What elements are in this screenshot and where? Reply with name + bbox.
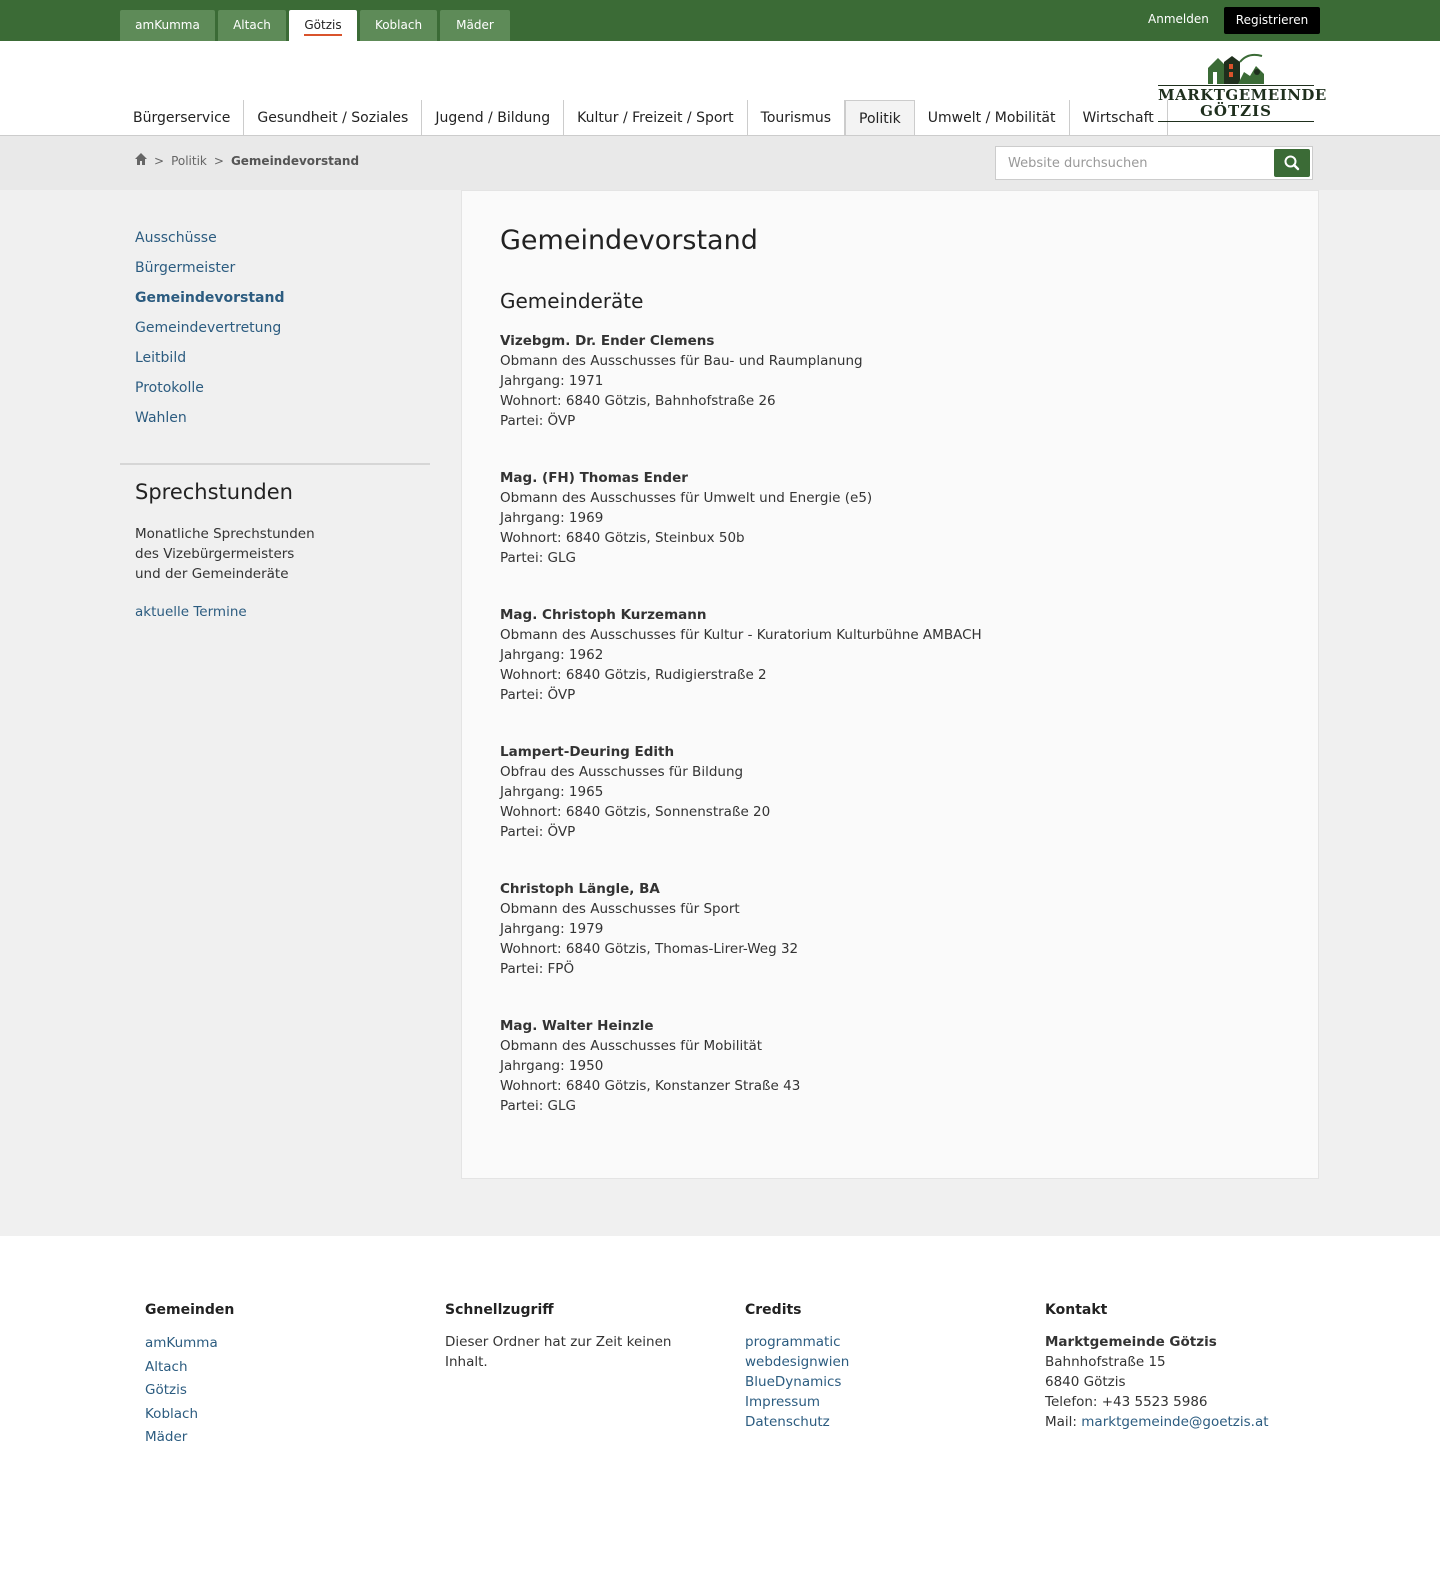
main-nav	[120, 100, 1168, 136]
member-name: Christoph Längle, BA	[500, 881, 660, 897]
member-address: Wohnort: 6840 Götzis, Bahnhofstraße 26	[500, 393, 776, 409]
member-card	[500, 605, 982, 742]
footer-link-bluedynamics[interactable]: BlueDynamics	[745, 1374, 842, 1390]
logo-text-line2: GÖTZIS	[1200, 102, 1272, 120]
footer-gemeinden	[145, 1300, 405, 1450]
footer-link-altach[interactable]: Altach	[145, 1358, 188, 1375]
footer-link-maeder[interactable]: Mäder	[145, 1429, 188, 1445]
footer-gemeinden-list	[145, 1332, 405, 1450]
member-card	[500, 742, 982, 879]
member-address: Wohnort: 6840 Götzis, Rudigierstraße 2	[500, 667, 767, 683]
sprechstunden-box	[135, 480, 425, 620]
member-address: Wohnort: 6840 Götzis, Konstanzer Straße 43	[500, 1078, 801, 1094]
sidebar-item-leitbild[interactable]: Leitbild	[135, 350, 187, 366]
sprechstunden-title: Sprechstunden	[135, 480, 293, 504]
sidebar-nav	[135, 228, 284, 438]
footer-link-goetzis[interactable]: Götzis	[145, 1382, 187, 1398]
footer-kontakt-street: Bahnhofstraße 15	[1045, 1354, 1166, 1370]
sprechstunden-text: Monatliche Sprechstunden des Vizebürgermeisters und der Gemeinderäte	[135, 526, 315, 582]
member-name: Mag. Christoph Kurzemann	[500, 607, 707, 623]
footer-gemeinden-title: Gemeinden	[145, 1302, 235, 1318]
community-tab-altach[interactable]: Altach	[218, 10, 286, 41]
section-title: Gemeinderäte	[500, 289, 644, 313]
sidebar-item-gemeindevorstand[interactable]: Gemeindevorstand	[135, 290, 285, 306]
nav-wirtschaft[interactable]: Wirtschaft	[1070, 100, 1168, 136]
sidebar-item-ausschuesse[interactable]: Ausschüsse	[135, 230, 217, 246]
sprechstunden-link[interactable]: aktuelle Termine	[135, 604, 247, 620]
member-party: Partei: GLG	[500, 550, 576, 566]
member-party: Partei: FPÖ	[500, 961, 575, 977]
logo-text-line1: MARKTGEMEINDE	[1158, 86, 1327, 104]
member-name: Vizebgm. Dr. Ender Clemens	[500, 333, 715, 349]
member-role: Obmann des Ausschusses für Umwelt und Energie (e5)	[500, 490, 873, 506]
nav-buergerservice[interactable]: Bürgerservice	[120, 100, 244, 136]
member-party: Partei: GLG	[500, 1098, 576, 1114]
search-icon	[1274, 149, 1310, 177]
member-year: Jahrgang: 1965	[500, 784, 604, 800]
member-address: Wohnort: 6840 Götzis, Steinbux 50b	[500, 530, 745, 546]
community-tabs	[120, 10, 510, 41]
member-role: Obmann des Ausschusses für Bau- und Raumplanung	[500, 353, 863, 369]
breadcrumb-politik[interactable]: Politik	[171, 153, 207, 168]
footer-credits-title: Credits	[745, 1302, 802, 1318]
search-box	[995, 146, 1313, 180]
home-icon[interactable]	[135, 153, 147, 168]
member-role: Obmann des Ausschusses für Sport	[500, 901, 740, 917]
sidebar-item-wahlen[interactable]: Wahlen	[135, 410, 187, 426]
footer-kontakt-name: Marktgemeinde Götzis	[1045, 1334, 1217, 1350]
content-panel	[461, 190, 1319, 1179]
member-card	[500, 468, 982, 605]
footer-kontakt-mail-link[interactable]: marktgemeinde@goetzis.at	[1081, 1414, 1269, 1430]
logo-emblem-icon	[1158, 52, 1314, 86]
member-name: Mag. Walter Heinzle	[500, 1018, 654, 1034]
member-year: Jahrgang: 1962	[500, 647, 604, 663]
footer-kontakt-title: Kontakt	[1045, 1302, 1108, 1318]
footer-kontakt	[1045, 1300, 1325, 1432]
footer-link-programmatic[interactable]: programmatic	[745, 1334, 841, 1350]
footer-kontakt-phone: Telefon: +43 5523 5986	[1045, 1394, 1208, 1410]
member-party: Partei: ÖVP	[500, 413, 576, 429]
community-tab-koblach[interactable]: Koblach	[360, 10, 437, 41]
footer-link-impressum[interactable]: Impressum	[745, 1394, 821, 1410]
nav-kultur-freizeit-sport[interactable]: Kultur / Freizeit / Sport	[564, 100, 748, 136]
member-name: Mag. (FH) Thomas Ender	[500, 470, 688, 486]
footer-schnell-title: Schnellzugriff	[445, 1302, 554, 1318]
member-card	[500, 331, 982, 468]
sidebar-divider	[120, 463, 430, 465]
member-card	[500, 1016, 982, 1153]
breadcrumb	[135, 153, 359, 168]
footer-kontakt-mail-row	[1045, 1412, 1325, 1432]
nav-tourismus[interactable]: Tourismus	[748, 100, 845, 136]
sidebar-item-protokolle[interactable]: Protokolle	[135, 380, 204, 396]
member-role: Obfrau des Ausschusses für Bildung	[500, 764, 744, 780]
footer-link-amkumma[interactable]: amKumma	[145, 1335, 218, 1351]
login-link[interactable]: Anmelden	[1148, 12, 1209, 26]
breadcrumb-separator: >	[213, 153, 224, 168]
community-bar	[0, 0, 1440, 41]
member-year: Jahrgang: 1950	[500, 1058, 604, 1074]
member-year: Jahrgang: 1979	[500, 921, 604, 937]
footer-schnell-text: Dieser Ordner hat zur Zeit keinen Inhalt.	[445, 1334, 672, 1370]
nav-umwelt-mobilitaet[interactable]: Umwelt / Mobilität	[915, 100, 1070, 136]
member-role: Obmann des Ausschusses für Kultur - Kuratorium Kulturbühne AMBACH	[500, 627, 982, 643]
logo-rule-bottom	[1158, 121, 1314, 122]
breadcrumb-separator: >	[154, 153, 165, 168]
register-button[interactable]: Registrieren	[1224, 7, 1320, 34]
member-year: Jahrgang: 1969	[500, 510, 604, 526]
search-input[interactable]	[996, 147, 1276, 179]
member-card	[500, 879, 982, 1016]
community-tab-amkumma[interactable]: amKumma	[120, 10, 215, 41]
nav-politik[interactable]: Politik	[845, 100, 915, 136]
member-party: Partei: ÖVP	[500, 687, 576, 703]
breadcrumb-current: Gemeindevorstand	[230, 153, 360, 168]
community-tab-goetzis[interactable]: Götzis	[289, 10, 357, 41]
footer-link-datenschutz[interactable]: Datenschutz	[745, 1414, 830, 1430]
footer-link-webdesignwien[interactable]: webdesignwien	[745, 1354, 850, 1370]
nav-jugend-bildung[interactable]: Jugend / Bildung	[422, 100, 564, 136]
member-address: Wohnort: 6840 Götzis, Thomas-Lirer-Weg 32	[500, 941, 799, 957]
community-tab-maeder[interactable]: Mäder	[440, 10, 510, 41]
site-logo[interactable]	[1158, 52, 1327, 124]
sidebar-item-gemeindevertretung[interactable]: Gemeindevertretung	[135, 320, 282, 336]
footer-schnellzugriff	[445, 1300, 675, 1372]
member-party: Partei: ÖVP	[500, 824, 576, 840]
member-year: Jahrgang: 1971	[500, 373, 604, 389]
sidebar-item-buergermeister[interactable]: Bürgermeister	[135, 260, 236, 276]
footer-link-koblach[interactable]: Koblach	[145, 1405, 199, 1422]
page-title: Gemeindevorstand	[500, 225, 758, 256]
nav-gesundheit-soziales[interactable]: Gesundheit / Soziales	[244, 100, 422, 136]
member-address: Wohnort: 6840 Götzis, Sonnenstraße 20	[500, 804, 771, 820]
footer-kontakt-mail-label: Mail:	[1045, 1414, 1077, 1430]
footer-kontakt-city: 6840 Götzis	[1045, 1374, 1126, 1390]
footer-credits	[745, 1300, 1005, 1432]
search-button[interactable]	[1274, 149, 1310, 177]
member-name: Lampert-Deuring Edith	[500, 744, 675, 760]
member-list	[500, 331, 982, 1153]
member-role: Obmann des Ausschusses für Mobilität	[500, 1038, 763, 1054]
